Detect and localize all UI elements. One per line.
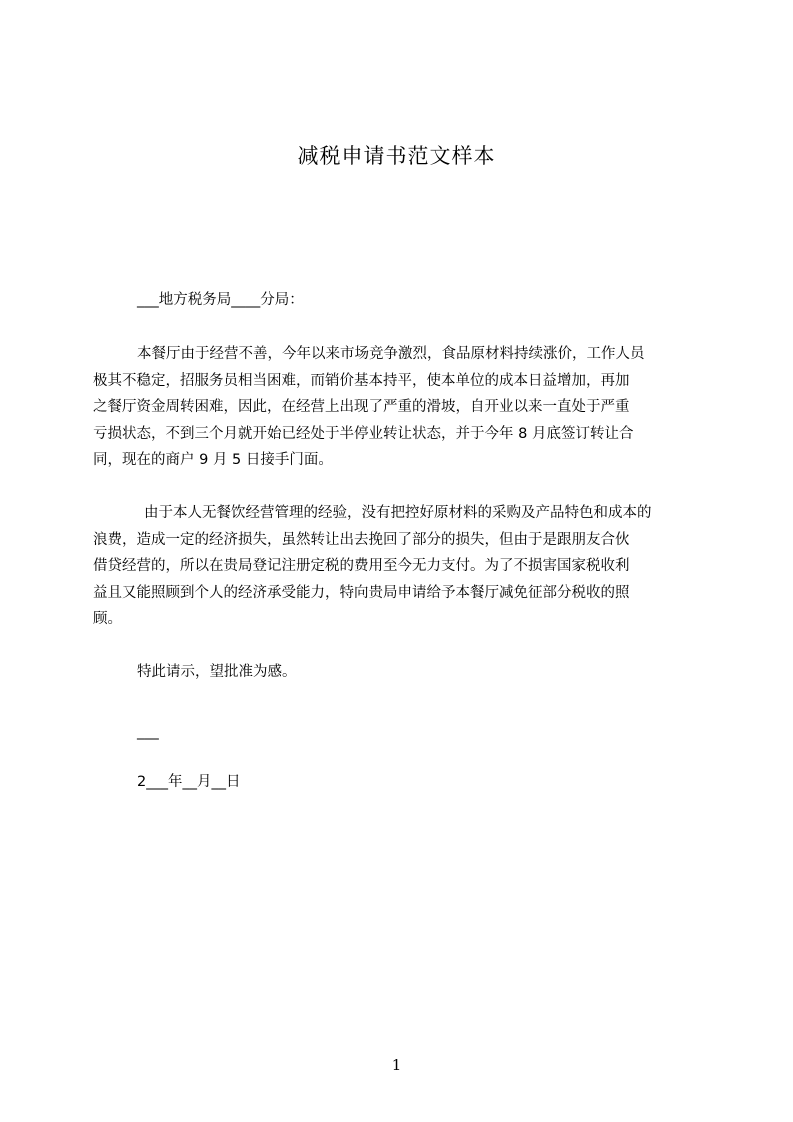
- paragraph-line: 顾。: [93, 611, 122, 627]
- page-number: 1: [391, 1056, 402, 1074]
- paragraph-line: 同，现在的商户 9 月 5 日接手门面。: [93, 452, 333, 468]
- document-title: 减税申请书范文样本: [297, 144, 496, 168]
- paragraph-line: 借贷经营的，所以在贵局登记注册定税的费用至今无力支付。为了不损害国家税收利: [93, 558, 630, 574]
- paragraph-line: 之餐厅资金周转困难，因此，在经营上出现了严重的滑坡，自开业以来一直处于严重: [93, 399, 630, 415]
- paragraph-line: 亏损状态，不到三个月就开始已经处于半停业转让状态，并于今年 8 月底签订转让合: [93, 425, 634, 442]
- paragraph-line: 由于本人无餐饮经营管理的经验，没有把控好原材料的采购及产品特色和成本的: [144, 505, 652, 521]
- paragraph-line: 本餐厅由于经营不善，今年以来市场竞争激烈，食品原材料持续涨价，工作人员: [137, 346, 645, 362]
- paragraph-1: [93, 341, 703, 474]
- paragraph-line: 益且又能照顾到个人的经济承受能力，特向贵局申请给予本餐厅减免征部分税收的照: [93, 584, 630, 601]
- paragraph-line: 极其不稳定，招服务员相当困难，而销价基本持平，使本单位的成本日益增加，再加: [93, 372, 630, 389]
- signature-blank: ___: [137, 724, 159, 740]
- closing-remark: 特此请示，望批准为感。: [137, 664, 297, 680]
- date-line: 2___年__月__日: [137, 774, 241, 790]
- paragraph-2: [93, 500, 703, 633]
- paragraph-line: 浪费，造成一定的经济损失，虽然转让出去挽回了部分的损失，但由于是跟朋友合伙: [93, 531, 630, 548]
- salutation: ___地方税务局____分局：: [137, 292, 304, 308]
